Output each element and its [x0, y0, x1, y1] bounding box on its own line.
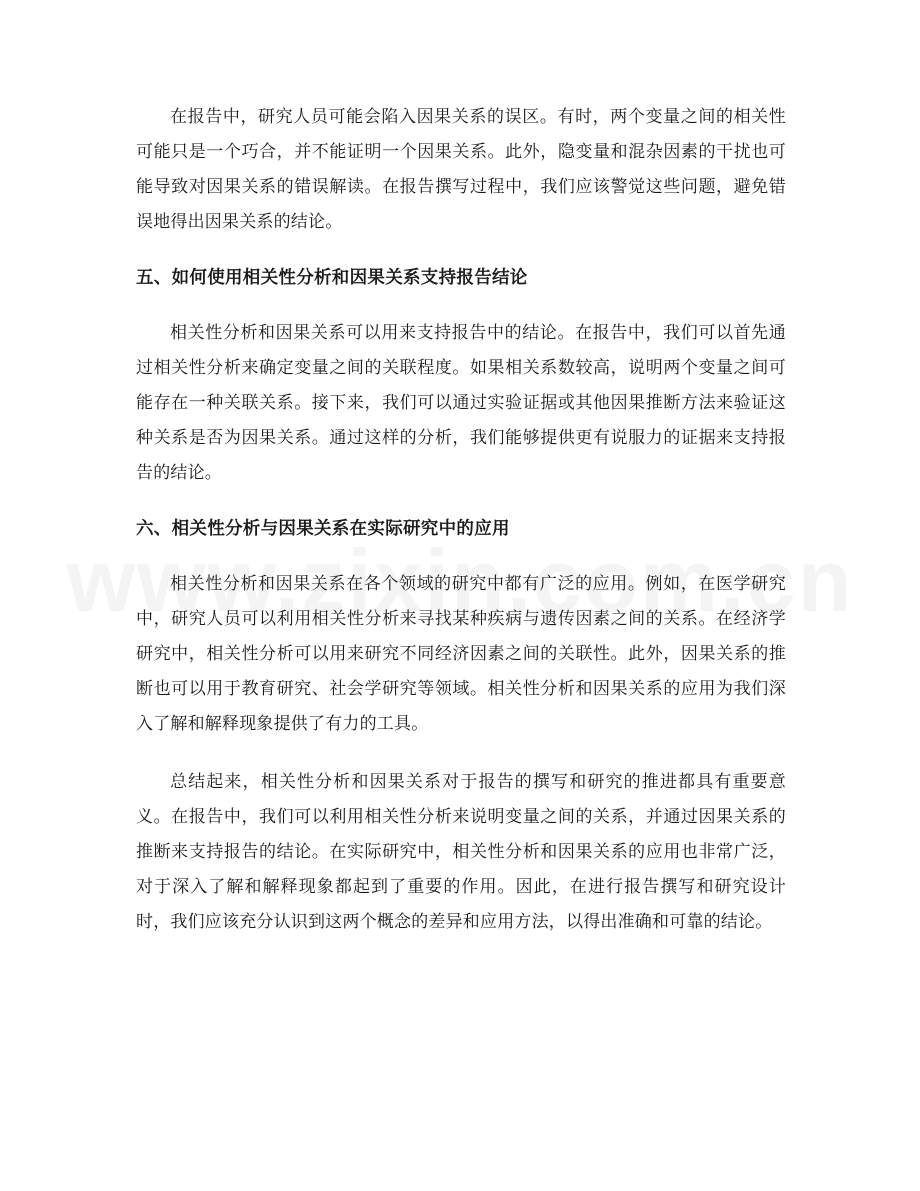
- paragraph-summary: 总结起来，相关性分析和因果关系对于报告的撰写和研究的推进都具有重要意义。在报告中，我们可以利用相关性分析来说明变量之间的关系，并通过因果关系的推断来支持报告的结论。在实际研究中，相关性分析和因果关系的应用也非常广泛，对于深入了解和解释现象都起到了重要的作用。因此，在进行报告撰写和研究设计时，我们应该充分认识到这两个概念的差异和应用方法，以得出准确和可靠的结论。: [136, 772, 786, 932]
- paragraph-causal-pitfalls: 在报告中，研究人员可能会陷入因果关系的误区。有时，两个变量之间的相关性可能只是一个巧合，并不能证明一个因果关系。此外，隐变量和混杂因素的干扰也可能导致对因果关系的错误解读。在报告撰写过程中，我们应该警觉这些问题，避免错误地得出因果关系的结论。: [136, 107, 786, 232]
- section-heading-6: 六、相关性分析与因果关系在实际研究中的应用: [136, 519, 510, 539]
- paragraph-applications: 相关性分析和因果关系在各个领域的研究中都有广泛的应用。例如，在医学研究中，研究人员可以利用相关性分析来寻找某种疾病与遗传因素之间的关系。在经济学研究中，相关性分析可以用来研究不同经济因素之间的关联性。此外，因果关系的推断也可以用于教育研究、社会学研究等领域。相关性分析和因果关系的应用为我们深入了解和解释现象提供了有力的工具。: [136, 574, 786, 734]
- document-body: [136, 100, 786, 963]
- section-heading-5: 五、如何使用相关性分析和因果关系支持报告结论: [136, 268, 528, 288]
- paragraph-support-conclusion: 相关性分析和因果关系可以用来支持报告中的结论。在报告中，我们可以首先通过相关性分析来确定变量之间的关联程度。如果相关系数较高，说明两个变量之间可能存在一种关联关系。接下来，我们可以通过实验证据或其他因果推断方法来验证这种关系是否为因果关系。通过这样的分析，我们能够提供更有说服力的证据来支持报告的结论。: [136, 323, 786, 483]
